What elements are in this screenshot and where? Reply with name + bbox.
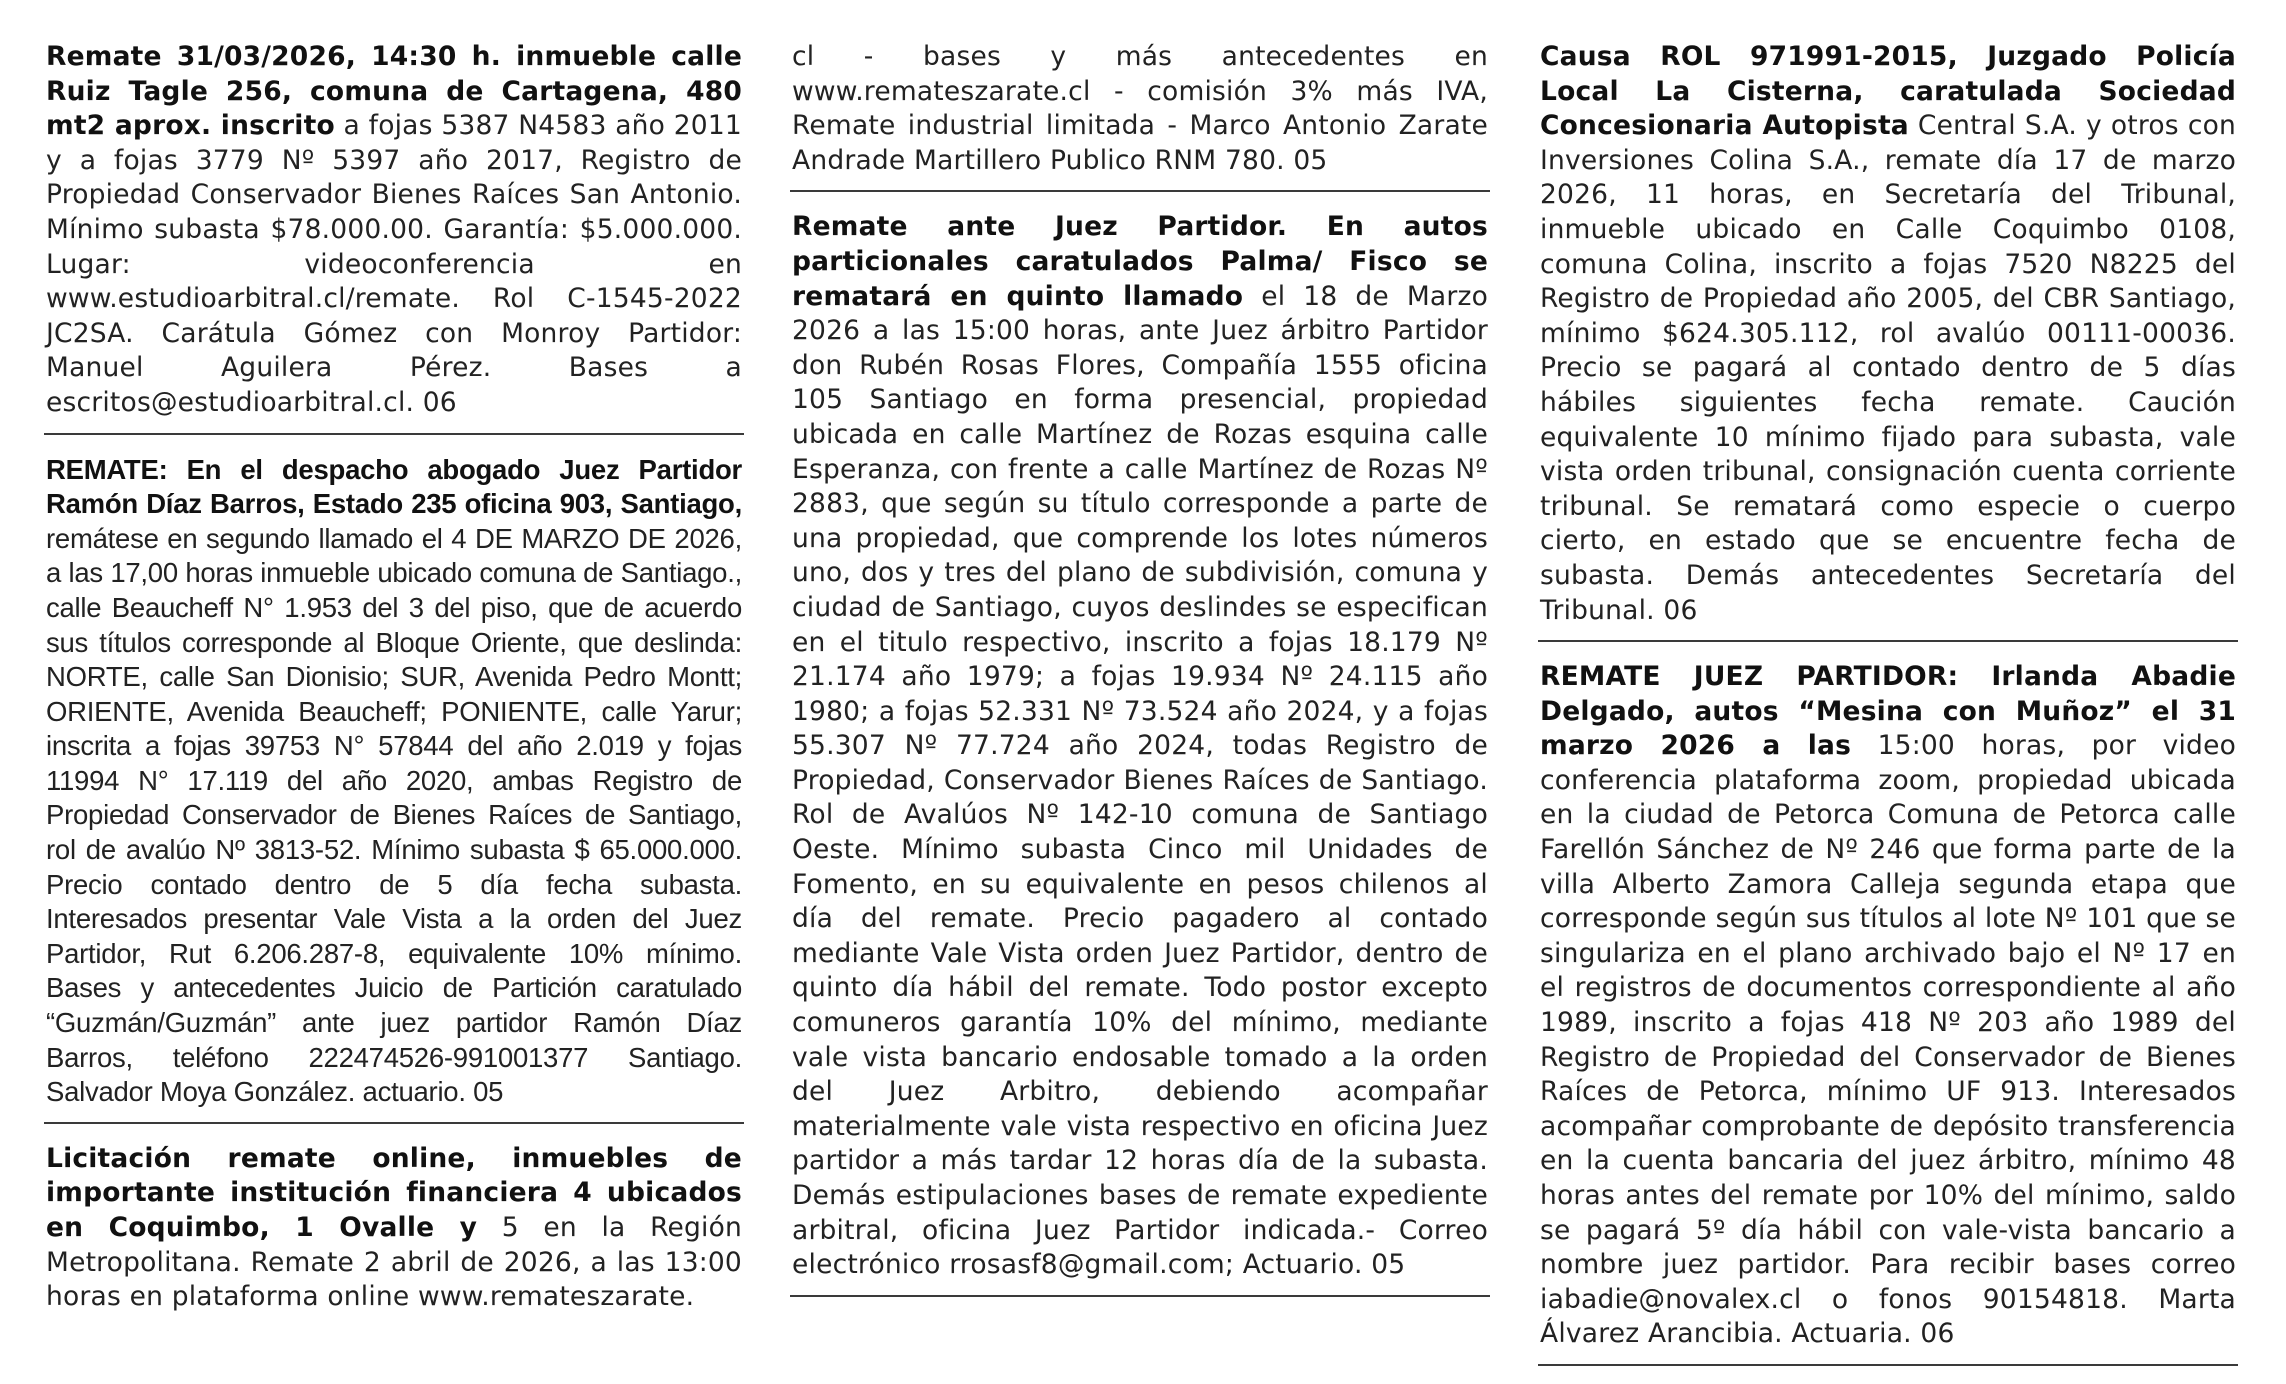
notice-body: cl - bases y más antecedentes en www.remateszarate.cl - comisión 3% más IVA, Remate industrial limitada - Marco Antonio Zarate Andrade Martillero Publico RNM 780. 05 bbox=[792, 41, 1488, 176]
notice-body: remátese en segundo llamado el 4 DE MARZO DE 2026, a las 17,00 horas inmueble ubicado comuna de Santiago., calle Beaucheff N° 1.953 del 3 del piso, que de acuerdo sus títulos corresponde al Bloque Oriente, que deslinda: NORTE, calle San Dionisio; SUR, Avenida Pedro Montt; ORIENTE, Avenida Beaucheff; PONIENTE, calle Yarur; inscrita a fojas 39753 N° 57844 del año 2.019 y fojas 11994 N° 17.119 del año 2020, ambas Registro de Propiedad Conservador de Bienes Raíces de Santiago, rol de avalúo Nº 3813-52. Mínimo subasta $ 65.000.000. Precio contado dentro de 5 día fecha subasta. Interesados presentar Vale Vista a la orden del Juez Partidor, Rut 6.206.287-8, equivalente 10% mínimo. Bases y antecedentes Juicio de Partición caratulado “Guzmán/Guzmán” ante juez partidor Ramón Díaz Barros, teléfono 222474526-991001377 Santiago. Salvador Moya González. actuario. 05 bbox=[46, 522, 742, 1108]
notice-licitacion-online bbox=[44, 1142, 744, 1315]
column-2 bbox=[790, 40, 1490, 1315]
column-3 bbox=[1538, 40, 2238, 1384]
notice-body: a fojas 5387 N4583 año 2011 y a fojas 3779 Nº 5397 año 2017, Registro de Propiedad Conservador Bienes Raíces San Antonio. Mínimo subasta $78.000.00. Garantía: $5.000.000. Lugar: videoconferencia en www.estudioarbitral.cl/remate. Rol C-1545-2022 JC2SA. Carátula Gómez con Monroy Partidor: Manuel Aguilera Pérez. Bases a escritos@estudioarbitral.cl. 06 bbox=[46, 110, 742, 418]
notice-heading: Causa ROL 971991-2015, Juzgado Policía Local La Cisterna, caratulada Sociedad Concesionaria Autopista bbox=[1540, 41, 2236, 142]
notice-heading: REMATE: En el despacho abogado Juez Partidor Ramón Díaz Barros, Estado 235 oficina 903, Santiago, bbox=[46, 453, 742, 520]
notice-divider bbox=[44, 433, 744, 435]
notice-heading: Remate 31/03/2026, 14:30 h. inmueble calle Ruiz Tagle 256, comuna de Cartagena, 480 mt2 aprox. inscrito bbox=[46, 41, 742, 142]
column-1 bbox=[44, 40, 744, 1315]
notice-heading: REMATE JUEZ PARTIDOR: Irlanda Abadie Delgado, autos “Mesina con Muñoz” el 31 marzo 2026 a las bbox=[1540, 661, 2236, 762]
notice-body: el 18 de Marzo 2026 a las 15:00 horas, ante Juez árbitro Partidor don Rubén Rosas Flores, Compañía 1555 oficina 105 Santiago en forma presencial, propiedad ubicada en calle Martínez de Rozas esquina calle Esperanza, con frente a calle Martínez de Rozas Nº 2883, que según su título corresponde a parte de una propiedad, que comprende los lotes números uno, dos y tres del plano de subdivisión, comuna y ciudad de Santiago, cuyos deslindes se especifican en el titulo respectivo, inscrito a fojas 18.179 Nº 21.174 año 1979; a fojas 19.934 Nº 24.115 año 1980; a fojas 52.331 Nº 73.524 año 2024, y a fojas 55.307 Nº 77.724 año 2024, todas Registro de Propiedad, Conservador Bienes Raíces de Santiago. Rol de Avalúos Nº 142-10 comuna de Santiago Oeste. Mínimo subasta Cinco mil Unidades de Fomento, en su equivalente en pesos chilenos al día del remate. Precio pagadero al contado mediante Vale Vista orden Juez Partidor, dentro de quinto día hábil del remate. Todo postor excepto comuneros garantía 10% del mínimo, mediante vale vista bancario endosable tomado a la orden del Juez Arbitro, debiendo acompañar materialmente vale vista respectivo en oficina Juez partidor a más tardar 12 horas día de la subasta. Demás estipulaciones bases de remate expediente arbitral, oficina Juez Partidor indicada.- Correo electrónico rrosasf8@gmail.com; Actuario. 05 bbox=[792, 280, 1488, 1281]
notice-heading: Remate ante Juez Partidor. En autos particionales caratulados Palma/ Fisco se rematará en quinto llamado bbox=[792, 211, 1488, 312]
notice-beaucheff bbox=[44, 453, 744, 1110]
notice-divider bbox=[44, 1122, 744, 1124]
notice-heading: Licitación remate online, inmuebles de importante institución financiera 4 ubicados en Coquimbo, 1 Ovalle y bbox=[46, 1142, 742, 1243]
notice-palma-fisco bbox=[790, 210, 1490, 1282]
notice-divider bbox=[1538, 640, 2238, 642]
notice-cartagena bbox=[44, 40, 744, 421]
notice-la-cisterna bbox=[1538, 40, 2238, 628]
notice-petorca bbox=[1538, 660, 2238, 1352]
notice-divider bbox=[790, 190, 1490, 192]
notice-licitacion-continued bbox=[790, 40, 1490, 178]
notice-body: 5 en la Región Metropolitana. Remate 2 abril de 2026, a las 13:00 horas en plataforma online www.remateszarate. bbox=[46, 1212, 742, 1313]
notice-body: 15:00 horas, por video conferencia plataforma zoom, propiedad ubicada en la ciudad de Petorca Comuna de Petorca calle Farellón Sánchez de Nº 246 que forma parte de la villa Alberto Zamora Calleja segunda etapa que corresponde según sus títulos al lote Nº 101 que se singulariza en el plano archivado bajo el Nº 17 en el registros de documentos correspondiente al año 1989, inscrito a fojas 418 Nº 203 año 1989 del Registro de Propiedad del Conservador de Bienes Raíces de Petorca, mínimo UF 913. Interesados acompañar comprobante de depósito transferencia en la cuenta bancaria del juez árbitro, mínimo 48 horas antes del remate por 10% del mínimo, saldo se pagará 5º día hábil con vale-vista bancario a nombre juez partidor. Para recibir bases correo iabadie@novalex.cl o fonos 90154818. Marta Álvarez Arancibia. Actuaria. 06 bbox=[1540, 730, 2236, 1350]
notice-divider bbox=[790, 1295, 1490, 1297]
notice-body: Central S.A. y otros con Inversiones Colina S.A., remate día 17 de marzo 2026, 11 horas, en Secretaría del Tribunal, inmueble ubicado en Calle Coquimbo 0108, comuna Colina, inscrito a fojas 7520 N8225 del Registro de Propiedad año 2005, del CBR Santiago, mínimo $624.305.112, rol avalúo 00111-00036. Precio se pagará al contado dentro de 5 días hábiles siguientes fecha remate. Caución equivalente 10 mínimo fijado para subasta, vale vista orden tribunal, consignación cuenta corriente tribunal. Se rematará como especie o cuerpo cierto, en estado que se encuentre fecha de subasta. Demás antecedentes Secretaría del Tribunal. 06 bbox=[1540, 110, 2236, 626]
